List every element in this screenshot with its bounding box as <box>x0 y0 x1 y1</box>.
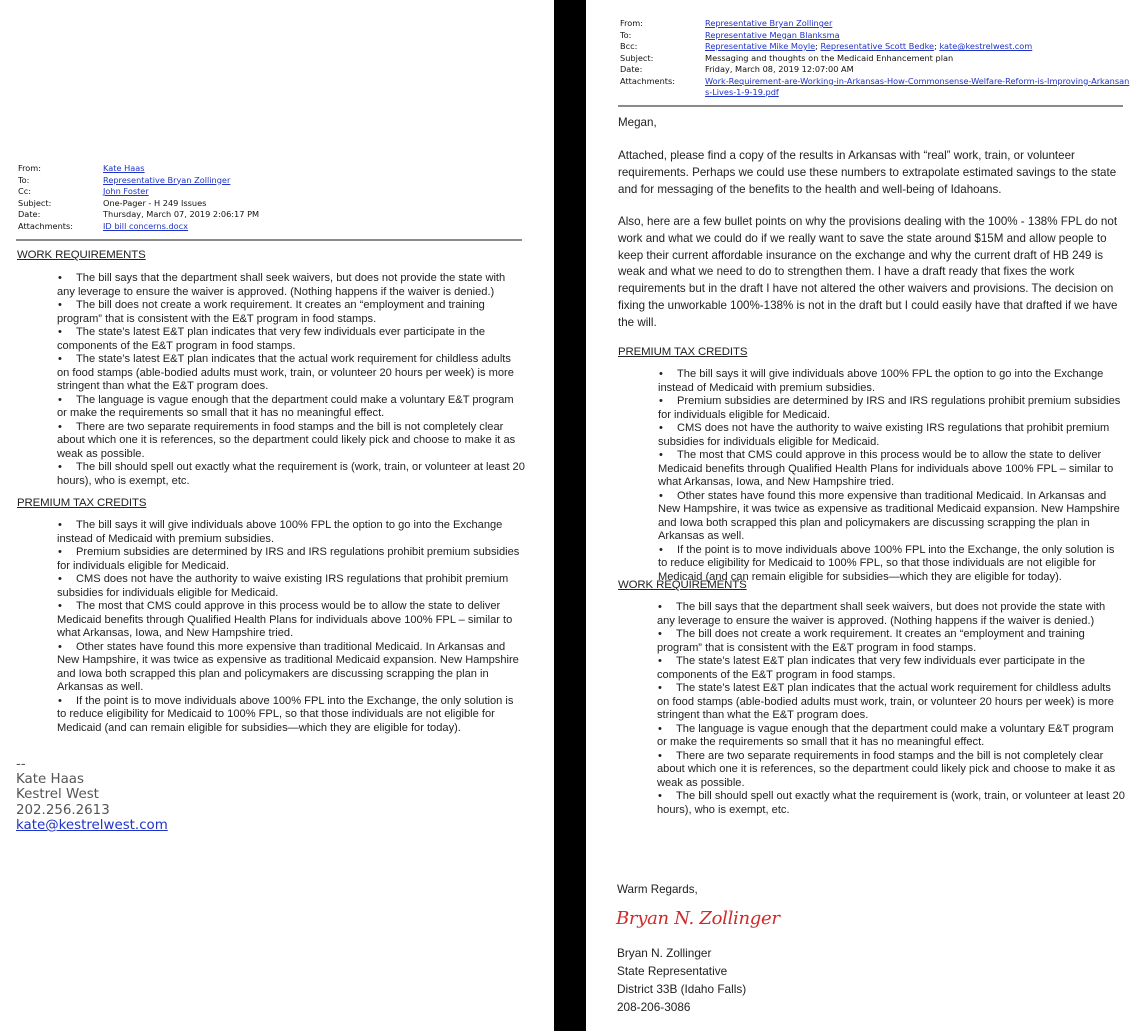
header-subject-row <box>18 198 538 210</box>
subject-value: One-Pager - H 249 Issues <box>103 197 207 208</box>
bullet-icon: • <box>58 546 62 558</box>
bcc-link-moyle[interactable]: Representative Mike Moyle <box>705 41 816 51</box>
date-value: Thursday, March 07, 2019 2:06:17 PM <box>103 209 260 219</box>
from-label: From: <box>18 163 42 173</box>
right-email-header <box>620 18 1130 99</box>
signature-phone: 208-206-3086 <box>617 1000 691 1014</box>
section-title-premium-tax-credits: PREMIUM TAX CREDITS <box>618 346 748 358</box>
bullet-icon: • <box>659 449 663 461</box>
bullet-icon: • <box>58 272 62 284</box>
section-title-work-requirements: WORK REQUIREMENTS <box>618 579 747 591</box>
list-item: • Other states have found this more expensive than traditional Medicaid. In Arkansas and New Hampshire, it was twice as expensive as traditional Medicaid expansion. New Hampshire and Iowa both scrapped this plan and policymakers are discussing scrapping the plan in Arkansas as well. <box>658 489 1120 542</box>
sender-signature <box>16 757 168 833</box>
bullet-icon: • <box>58 640 62 653</box>
premium-tax-credits-list <box>658 368 1124 584</box>
list-item: • There are two separate requirements in food stamps and the bill is not completely clear about which one it is references, so the department could likely pick and choose to make it as weak as possible. <box>57 420 516 460</box>
list-item: • The bill does not create a work requirement. It creates an “employment and training program” that is consistent with the E&T program in food stamps. <box>657 628 1085 654</box>
bullet-icon: • <box>58 420 62 433</box>
subject-value: Messaging and thoughts on the Medicaid Enhancement plan <box>705 52 954 63</box>
list-item: • The bill says that the department shall seek waivers, but does not provide the state with any leverage to ensure the waiver is approved. (Nothing happens if the waiver is denied.) <box>57 272 506 298</box>
right-email-page <box>586 0 1140 1031</box>
header-cc-row <box>18 186 538 198</box>
header-bcc-row <box>620 41 1130 53</box>
list-item: • Other states have found this more expensive than traditional Medicaid. In Arkansas and New Hampshire, it was twice as expensive as traditional Medicaid expansion. New Hampshire and Iowa both scrapped this plan and policymakers are discussing scrapping the plan in Arkansas as well. <box>57 640 519 693</box>
date-label: Date: <box>620 64 643 74</box>
signature-org: Kestrel West <box>16 787 99 803</box>
from-link[interactable]: Kate Haas <box>103 163 145 173</box>
bcc-separator: ; <box>815 41 821 51</box>
bcc-label: Bcc: <box>620 41 638 51</box>
bullet-icon: • <box>658 601 662 613</box>
to-link[interactable]: Representative Megan Blanksma <box>705 29 840 40</box>
signature-title: State Representative <box>617 964 728 978</box>
bullet-icon: • <box>58 393 62 406</box>
left-email-header <box>18 163 538 232</box>
to-label: To: <box>620 29 632 40</box>
list-item: • There are two separate requirements in food stamps and the bill is not completely clear about which one it is references, so the department could likely pick and choose to make it as weak as possible. <box>657 749 1116 789</box>
header-divider <box>618 105 1123 107</box>
list-item: • The bill says that the department shall seek waivers, but does not provide the state with any leverage to ensure the waiver is approved. (Nothing happens if the waiver is denied.) <box>657 601 1106 627</box>
bullet-icon: • <box>658 655 662 667</box>
bullet-icon: • <box>58 461 62 473</box>
attachments-label: Attachments: <box>18 220 74 231</box>
signature-separator: -- <box>16 757 26 772</box>
body-paragraph-1: Attached, please find a copy of the results in Arkansas with “real” work, train, or volunteer requirements. Perhaps we could use these numbers to extrapolate estimated savings to the state and for messaging of the benefits to the health and well-being of Idahoans. <box>618 149 1117 196</box>
bullet-icon: • <box>58 326 62 338</box>
premium-tax-credits-list <box>57 519 525 735</box>
attachment-link[interactable]: ID bill concerns.docx <box>103 220 189 231</box>
attachments-label: Attachments: <box>620 75 676 86</box>
from-link[interactable]: Representative Bryan Zollinger <box>705 18 833 28</box>
header-date-row <box>18 209 538 221</box>
body-paragraph-2: Also, here are a few bullet points on why the provisions dealing with the 100% - 138% FPL do not work and what we could do if we really want to save the state around $15M and allow people to keep their current affordable insurance on the exchange and why the current draft of HB 249 is weak and what we need to do to strengthen them. I have a draft ready that fixes the work requirements but in the draft I have not altered the other waivers and provisions. The decision on fixing the unworkable 100%-138% is not in the draft but I could easily have that drafted if we have the will. <box>618 215 1118 329</box>
left-email-page <box>0 0 554 1031</box>
signature-email-link[interactable]: kate@kestrelwest.com <box>16 817 168 833</box>
list-item: • The bill says it will give individuals above 100% FPL the option to go into the Exchange instead of Medicaid with premium subsidies. <box>658 368 1104 394</box>
handwritten-signature: Bryan N. Zollinger <box>616 908 780 929</box>
list-item: • The bill does not create a work requirement. It creates an “employment and training program” that is consistent with the E&T program in food stamps. <box>57 299 485 325</box>
list-item: • If the point is to move individuals above 100% FPL into the Exchange, the only solution is to reduce eligibility for Medicaid to 100% FPL, so that those individuals are not eligible for Medicaid (and can remain eligible for subsidies—which they are eligible for today). <box>658 543 1115 583</box>
list-item: • The bill should spell out exactly what the requirement is (work, train, or volunteer at least 20 hours), who is exempt, etc. <box>57 461 525 487</box>
bullet-icon: • <box>58 519 62 531</box>
header-to-row <box>620 30 1130 42</box>
cc-link[interactable]: John Foster <box>103 186 149 196</box>
bullet-icon: • <box>58 600 62 612</box>
section-title-work-requirements: WORK REQUIREMENTS <box>17 249 146 261</box>
to-link[interactable]: Representative Bryan Zollinger <box>103 174 231 185</box>
bullet-icon: • <box>58 299 62 311</box>
work-requirements-list <box>657 601 1125 817</box>
list-item: • The language is vague enough that the department could make a voluntary E&T program or make the requirements so small that it has no meaningful effect. <box>657 722 1114 748</box>
signature-district: District 33B (Idaho Falls) <box>617 982 747 996</box>
header-from-row <box>18 163 538 175</box>
list-item: • The most that CMS could approve in this process would be to allow the state to deliver Medicaid benefits through Qualified Health Plans for individuals above 100% FPL – similar to what Arkansas, Iowa, and New Hampshire tried. <box>658 449 1114 488</box>
signature-name: Kate Haas <box>16 772 84 788</box>
subject-label: Subject: <box>18 197 52 208</box>
bullet-icon: • <box>658 722 662 735</box>
list-item: • If the point is to move individuals above 100% FPL into the Exchange, the only solution is to reduce eligibility for Medicaid to 100% FPL, so that those individuals are not eligible for Medicaid (and can remain eligible for subsidies—which they are eligible for today). <box>57 694 514 734</box>
bullet-icon: • <box>658 749 662 762</box>
bullet-icon: • <box>658 628 662 640</box>
section-title-premium-tax-credits: PREMIUM TAX CREDITS <box>17 497 147 509</box>
subject-label: Subject: <box>620 52 654 63</box>
to-label: To: <box>18 174 30 185</box>
cc-label: Cc: <box>18 186 31 196</box>
from-label: From: <box>620 18 644 28</box>
list-item: • The state’s latest E&T plan indicates that the actual work requirement for childless adults on food stamps (able-bodied adults must work, train, or volunteer 20 hours per week) is more stringent than what the E&T program does. <box>57 353 514 392</box>
header-from-row <box>620 18 1130 30</box>
greeting: Megan, <box>618 116 657 129</box>
header-date-row <box>620 64 1130 76</box>
header-divider <box>16 239 522 241</box>
bullet-icon: • <box>658 682 662 694</box>
bullet-icon: • <box>58 353 62 365</box>
date-value: Friday, March 08, 2019 12:07:00 AM <box>705 64 854 74</box>
bcc-separator: ; <box>934 41 940 51</box>
list-item: • The most that CMS could approve in this process would be to allow the state to deliver Medicaid benefits through Qualified Health Plans for individuals above 100% FPL – similar to what Arkansas, Iowa, and New Hampshire tried. <box>57 600 513 639</box>
list-item: • CMS does not have the authority to waive existing IRS regulations that prohibit premium subsidies for individuals eligible for Medicaid. <box>57 573 509 599</box>
attachment-link[interactable]: Work-Requirement-are-Working-in-Arkansas-How-Commonsense-Welfare-Reform-is-Improving-Arkansans-Lives-1-9-19.pdf <box>705 75 1130 97</box>
closing: Warm Regards, <box>617 883 698 896</box>
bullet-icon: • <box>58 694 62 707</box>
list-item: • The language is vague enough that the department could make a voluntary E&T program or make the requirements so small that it has no meaningful effect. <box>57 393 514 419</box>
date-label: Date: <box>18 209 41 219</box>
bcc-link-kate[interactable]: kate@kestrelwest.com <box>939 41 1033 51</box>
header-attachments-row <box>18 221 538 233</box>
signature-name: Bryan N. Zollinger <box>617 946 712 960</box>
bullet-icon: • <box>658 790 662 802</box>
list-item: • Premium subsidies are determined by IRS and IRS regulations prohibit premium subsidies for individuals eligible for Medicaid. <box>658 395 1121 421</box>
bullet-icon: • <box>659 543 663 556</box>
bullet-icon: • <box>58 573 62 585</box>
page-divider <box>554 0 586 1031</box>
work-requirements-list <box>57 272 525 488</box>
header-to-row <box>18 175 538 187</box>
list-item: • Premium subsidies are determined by IRS and IRS regulations prohibit premium subsidies for individuals eligible for Medicaid. <box>57 546 520 572</box>
bullet-icon: • <box>659 395 663 407</box>
list-item: • The state’s latest E&T plan indicates that very few individuals ever participate in the components of the E&T program in food stamps. <box>657 655 1086 681</box>
signature-phone: 202.256.2613 <box>16 802 110 818</box>
list-item: • The state’s latest E&T plan indicates that the actual work requirement for childless adults on food stamps (able-bodied adults must work, train, or volunteer 20 hours per week) is more stringent than what the E&T program does. <box>657 682 1114 721</box>
header-attachments-row <box>620 76 1130 99</box>
bullet-icon: • <box>659 489 663 502</box>
header-subject-row <box>620 53 1130 65</box>
signature-block <box>617 944 746 1016</box>
bullet-icon: • <box>659 422 663 434</box>
list-item: • The state’s latest E&T plan indicates that very few individuals ever participate in the components of the E&T program in food stamps. <box>57 326 486 352</box>
list-item: • CMS does not have the authority to waive existing IRS regulations that prohibit premium subsidies for individuals eligible for Medicaid. <box>658 422 1110 448</box>
list-item: • The bill says it will give individuals above 100% FPL the option to go into the Exchange instead of Medicaid with premium subsidies. <box>57 519 503 545</box>
bullet-icon: • <box>659 368 663 380</box>
bcc-link-bedke[interactable]: Representative Scott Bedke <box>820 41 935 51</box>
list-item: • The bill should spell out exactly what the requirement is (work, train, or volunteer at least 20 hours), who is exempt, etc. <box>657 790 1125 816</box>
